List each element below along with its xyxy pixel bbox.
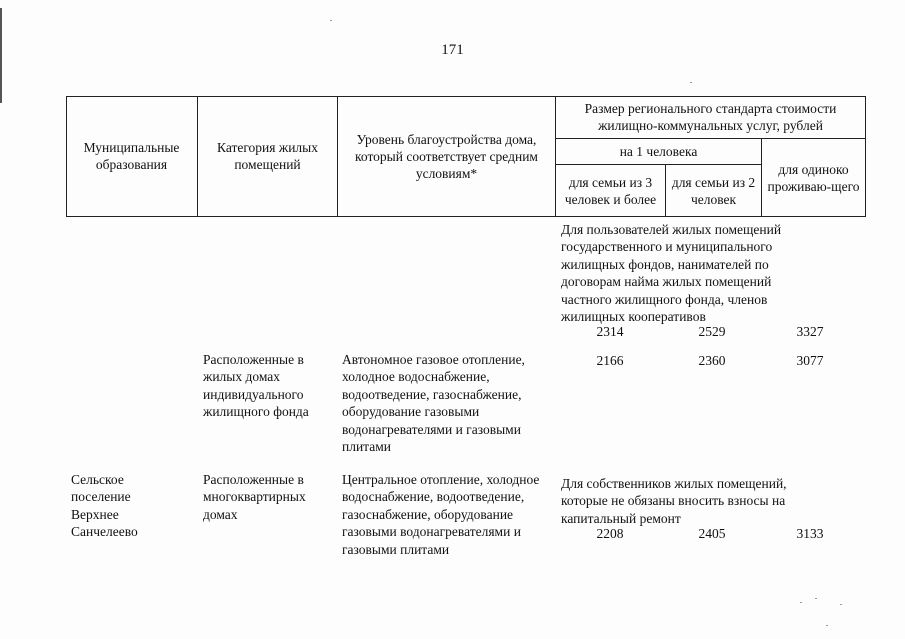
header-family-3: для семьи из 3 человек и более	[556, 165, 666, 217]
row-apartment-category: Расположенные в многоквартирных домах	[203, 472, 306, 522]
scan-noise	[815, 598, 817, 599]
scan-noise	[690, 82, 692, 83]
header-per-person: на 1 человека	[556, 139, 762, 165]
header-standard-size: Размер регионального стандарта стоимости жилищно-коммунальных услуг, рублей	[556, 96, 866, 139]
header-family-2: для семьи из 2 человек	[666, 165, 762, 217]
scan-noise	[826, 625, 828, 626]
row-individual-category: Расположенные в жилых домах индивидуального жилищного фонда	[203, 352, 309, 420]
value-family-2: 2529	[698, 324, 726, 339]
row-apartment-value-single: 3133	[796, 526, 824, 541]
row-apartment-level: Центральное отопление, холодное водоснабжение, водоотведение, газоснабжение, оборудование газовыми водонагревателями и газовыми плитами	[342, 472, 540, 557]
row-individual-value-single: 3077	[796, 353, 824, 368]
row-individual-value-family-2: 2360	[698, 353, 726, 368]
row-apartment-value-family-3: 2208	[596, 526, 624, 541]
row-apartment-value-family-2: 2405	[698, 526, 726, 541]
scan-noise	[840, 604, 842, 605]
value-single: 3327	[796, 324, 824, 339]
row-individual-level: Автономное газовое отопление, холодное водоснабжение, водоотведение, газоснабжение, оборудование газовыми водонагревателями и газовыми плитами	[342, 352, 525, 455]
scan-noise	[800, 602, 802, 603]
scan-noise	[330, 20, 332, 21]
section-users-title: Для пользователей жилых помещений государственного и муниципального жилищных фондов, нанимателей по договорам найма жилых помещений частного жилищного фонда, членов жилищных кооперативов	[561, 222, 782, 325]
header-municipality: Муниципальные образования	[66, 96, 198, 217]
header-single: для одиноко проживаю-щего	[762, 139, 866, 217]
row-apartment-municipality: Сельское поселение Верхнее Санчелеево	[71, 472, 138, 540]
page-number: 171	[441, 42, 464, 58]
value-family-3: 2314	[596, 324, 624, 339]
section-owners-title: Для собственников жилых помещений, которые не обязаны вносить взносы на капитальный ремонт	[561, 476, 787, 526]
header-category: Категория жилых помещений	[198, 96, 338, 217]
header-level: Уровень благоустройства дома, который соответствует средним условиям*	[338, 96, 556, 217]
row-individual-value-family-3: 2166	[596, 353, 624, 368]
